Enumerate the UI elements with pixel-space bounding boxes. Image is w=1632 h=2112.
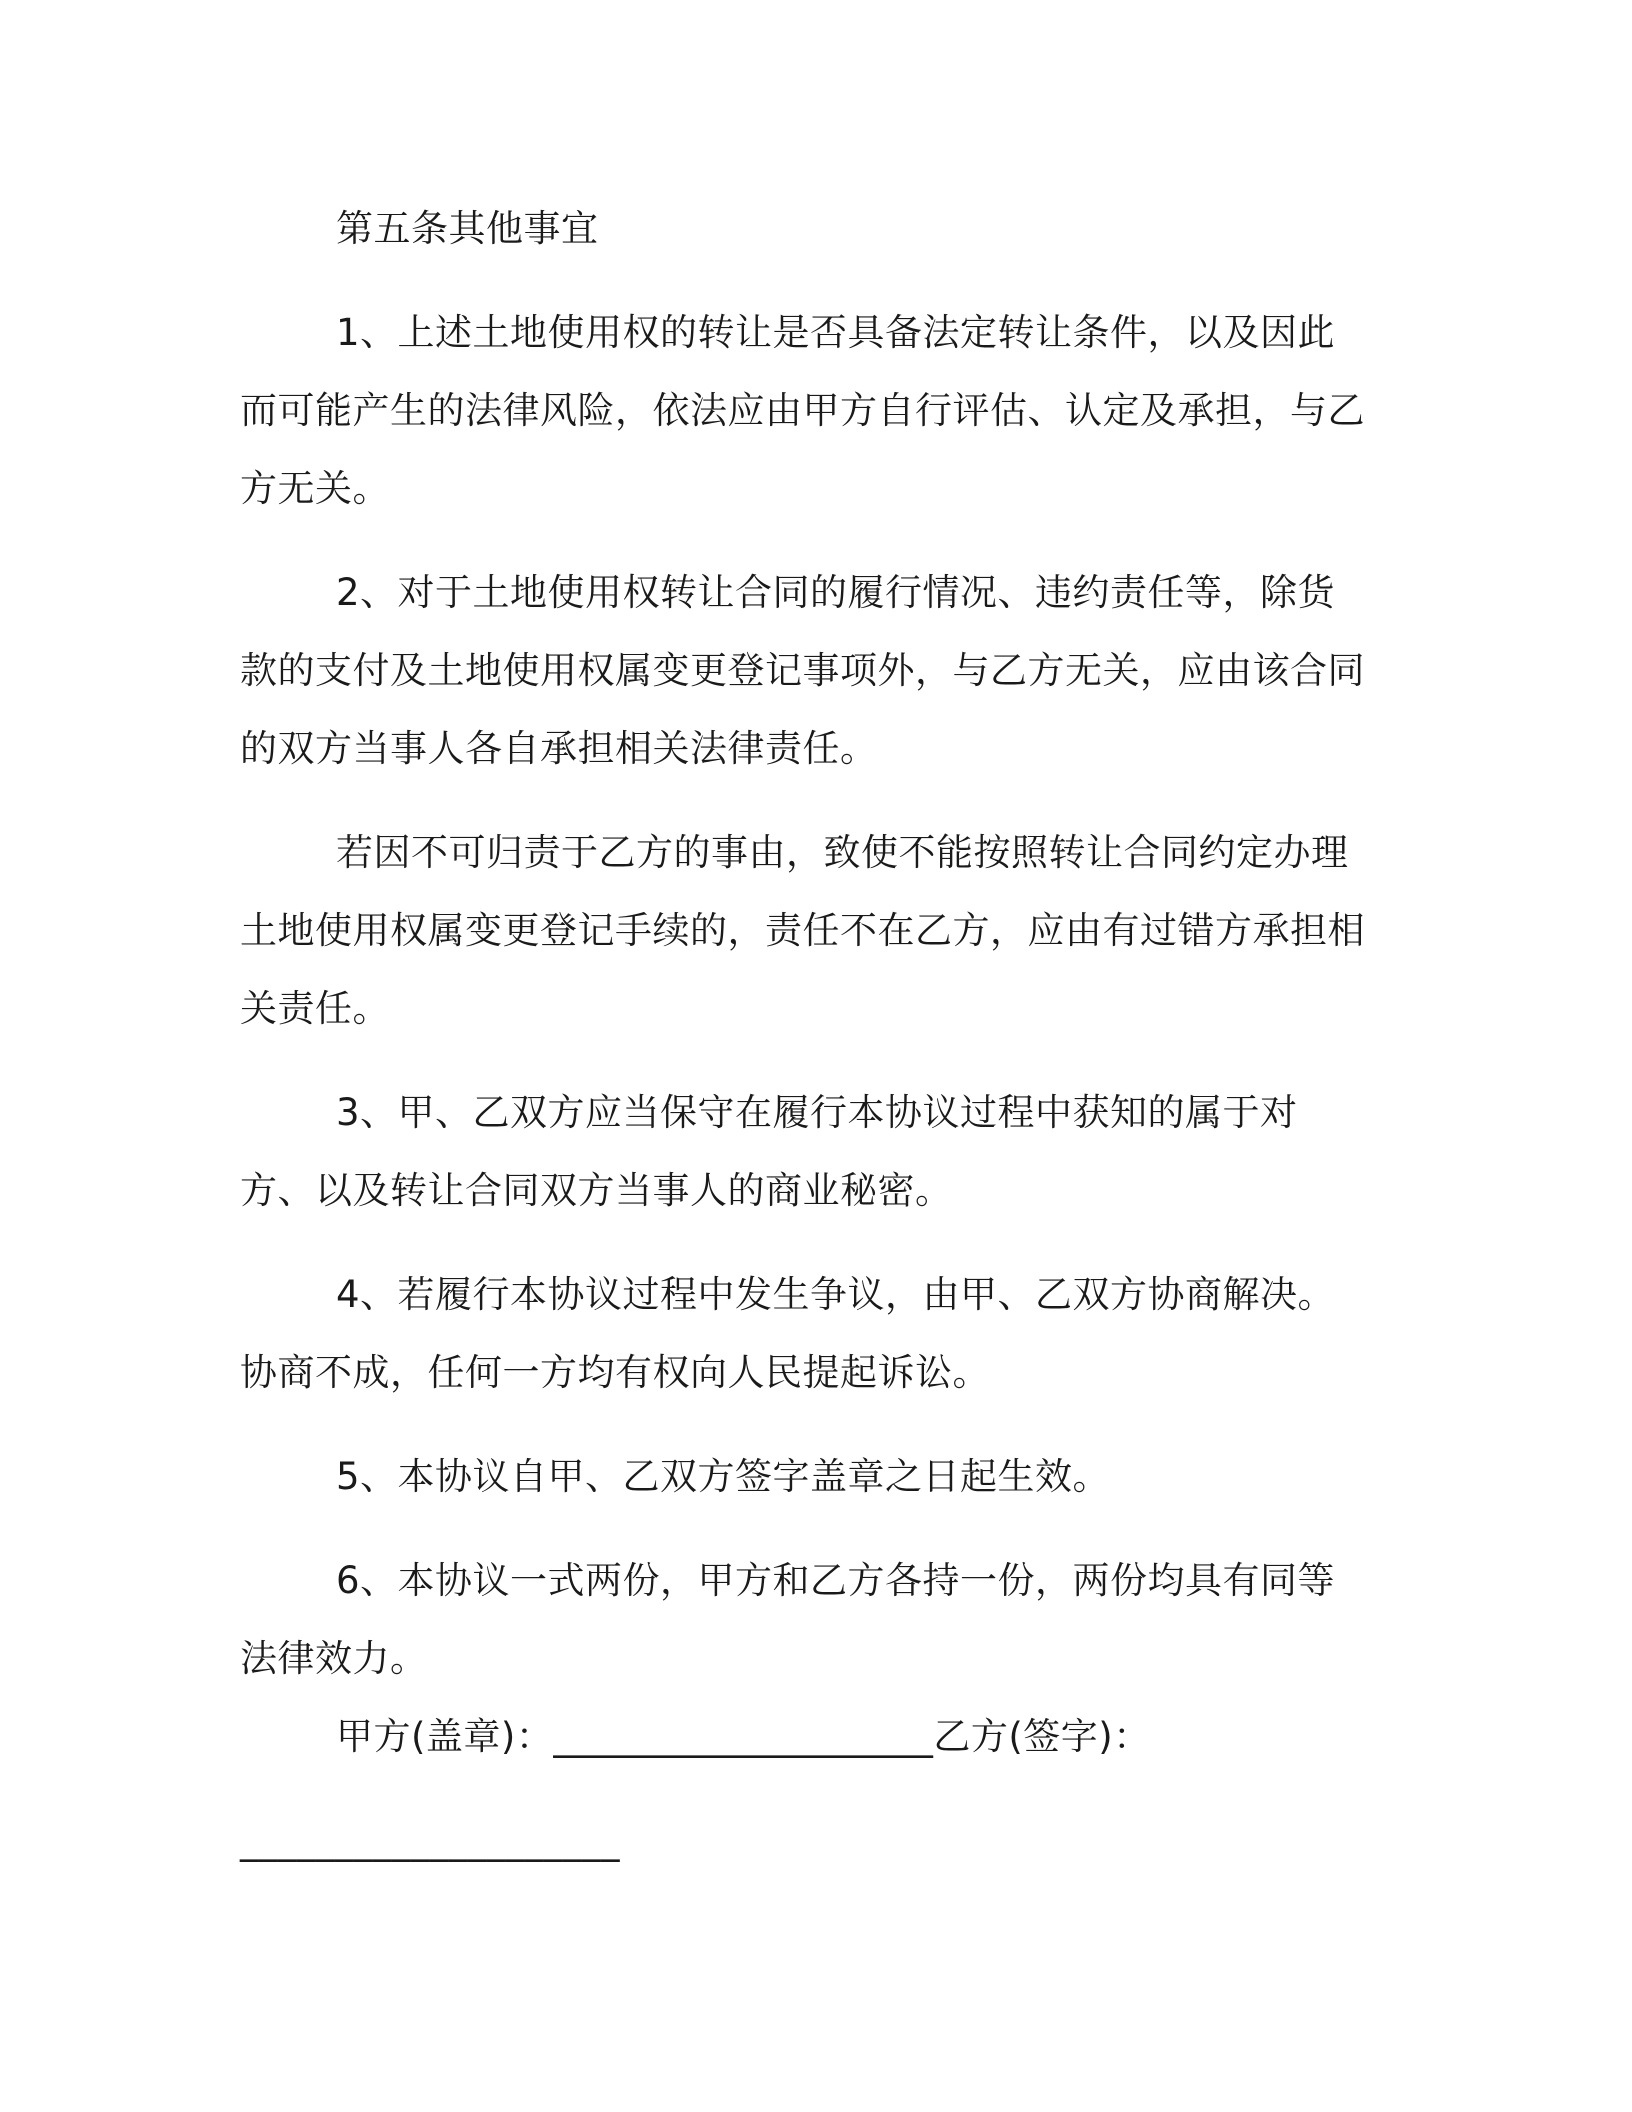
clause-2: 2、对于土地使用权转让合同的履行情况、违约责任等，除货款的支付及土地使用权属变更登记事项外，与乙方无关，应由该合同的双方当事人各自承担相关法律责任。 bbox=[240, 571, 1365, 770]
clause-6: 6、本协议一式两份，甲方和乙方各持一份，两份均具有同等法律效力。 bbox=[240, 1559, 1336, 1680]
party-b-blank: ____________________ bbox=[240, 1819, 620, 1862]
document-body bbox=[240, 190, 1372, 1880]
party-b-label: 乙方(签字)： bbox=[933, 1715, 1151, 1758]
clause-4: 4、若履行本协议过程中发生争议，由甲、乙双方协商解决。协商不成，任何一方均有权向人民提起诉讼。 bbox=[240, 1273, 1336, 1394]
section-heading: 第五条其他事宜 bbox=[336, 207, 599, 250]
clause-5: 5、本协议自甲、乙双方签字盖章之日起生效。 bbox=[336, 1455, 1111, 1498]
clause-2-supplement: 若因不可归责于乙方的事由，致使不能按照转让合同约定办理土地使用权属变更登记手续的，责任不在乙方，应由有过错方承担相关责任。 bbox=[240, 831, 1365, 1030]
party-a-label: 甲方(盖章)： bbox=[336, 1715, 554, 1758]
party-a-blank: ____________________ bbox=[553, 1715, 934, 1758]
clause-3: 3、甲、乙双方应当保守在履行本协议过程中获知的属于对方、以及转让合同双方当事人的商业秘密。 bbox=[240, 1091, 1298, 1212]
signature-line bbox=[240, 1698, 1372, 1776]
clause-1: 1、上述土地使用权的转让是否具备法定转让条件，以及因此而可能产生的法律风险，依法应由甲方自行评估、认定及承担，与乙方无关。 bbox=[240, 311, 1365, 510]
